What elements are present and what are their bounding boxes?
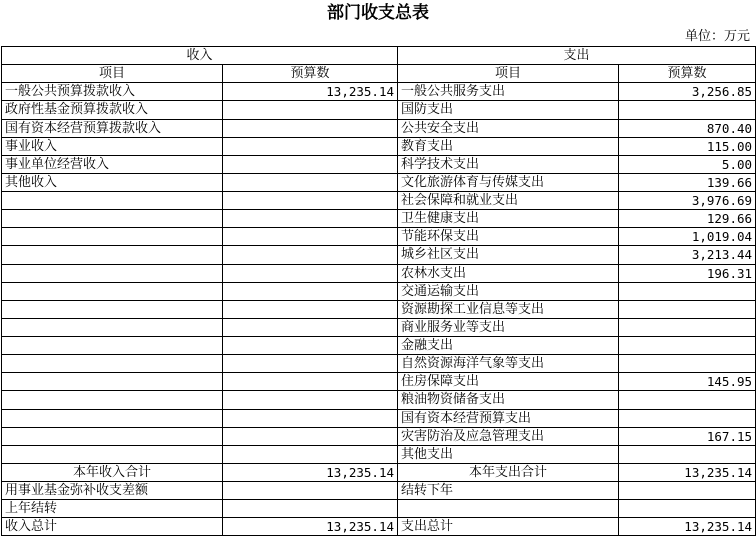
income-header: 收入	[2, 47, 398, 65]
expense-item-cell: 灾害防治及应急管理支出	[398, 427, 619, 445]
income-item-cell	[2, 373, 223, 391]
income-item-cell: 一般公共预算拨款收入	[2, 83, 223, 101]
income-item-cell	[2, 246, 223, 264]
income-item-cell	[2, 264, 223, 282]
expense-item-cell: 住房保障支出	[398, 373, 619, 391]
income-item-cell: 用事业基金弥补收支差额	[2, 482, 223, 500]
totals-row	[2, 463, 756, 481]
expense-item-cell: 自然资源海洋气象等支出	[398, 355, 619, 373]
expense-value-cell	[619, 500, 756, 518]
income-total-value: 13,235.14	[223, 518, 398, 536]
income-value-cell	[223, 173, 398, 191]
table-row	[2, 355, 756, 373]
expense-value-cell: 139.66	[619, 173, 756, 191]
income-item-cell	[2, 391, 223, 409]
expense-item-cell: 本年支出合计	[398, 463, 619, 481]
expense-value-cell: 129.66	[619, 210, 756, 228]
income-item-header: 项目	[2, 65, 223, 83]
expense-value-cell	[619, 300, 756, 318]
table-row	[2, 337, 756, 355]
expense-item-cell: 粮油物资储备支出	[398, 391, 619, 409]
income-value-cell	[223, 228, 398, 246]
expense-item-cell	[398, 500, 619, 518]
income-item-cell	[2, 445, 223, 463]
income-value-cell	[223, 119, 398, 137]
expense-item-cell: 城乡社区支出	[398, 246, 619, 264]
table-row	[2, 427, 756, 445]
income-item-cell: 上年结转	[2, 500, 223, 518]
income-value-cell	[223, 210, 398, 228]
page-title: 部门收支总表	[327, 3, 429, 23]
income-value-cell	[223, 445, 398, 463]
table-row	[2, 264, 756, 282]
table-row	[2, 300, 756, 318]
expense-total-value: 13,235.14	[619, 518, 756, 536]
income-value-cell	[223, 246, 398, 264]
income-value-cell	[223, 409, 398, 427]
income-item-cell	[2, 355, 223, 373]
expense-item-cell: 国有资本经营预算支出	[398, 409, 619, 427]
unit-label: 单位：万元	[684, 29, 750, 44]
expense-value-cell: 3,213.44	[619, 246, 756, 264]
table-row	[2, 173, 756, 191]
expense-value-cell: 145.95	[619, 373, 756, 391]
expense-value-cell: 13,235.14	[619, 463, 756, 481]
table-row	[2, 391, 756, 409]
expense-item-cell: 卫生健康支出	[398, 210, 619, 228]
income-value-cell	[223, 137, 398, 155]
expense-value-cell: 3,976.69	[619, 192, 756, 210]
income-value-cell	[223, 337, 398, 355]
income-value-cell	[223, 500, 398, 518]
expense-item-cell: 一般公共服务支出	[398, 83, 619, 101]
expense-value-cell: 5.00	[619, 155, 756, 173]
table-row	[2, 137, 756, 155]
table-row	[2, 482, 756, 500]
income-value-cell	[223, 300, 398, 318]
income-item-cell	[2, 210, 223, 228]
table-row	[2, 101, 756, 119]
table-row	[2, 373, 756, 391]
income-value-cell	[223, 264, 398, 282]
income-item-cell	[2, 427, 223, 445]
income-value-cell: 13,235.14	[223, 83, 398, 101]
column-header-row	[2, 65, 756, 83]
table-row	[2, 282, 756, 300]
table-row	[2, 445, 756, 463]
expense-total-label: 支出总计	[398, 518, 619, 536]
income-item-cell: 国有资本经营预算拨款收入	[2, 119, 223, 137]
expense-value-cell: 1,019.04	[619, 228, 756, 246]
expense-item-cell: 金融支出	[398, 337, 619, 355]
expense-header: 支出	[398, 47, 756, 65]
expense-value-cell: 870.40	[619, 119, 756, 137]
table-row	[2, 500, 756, 518]
expense-value-cell: 196.31	[619, 264, 756, 282]
table-row	[2, 119, 756, 137]
grand-total-row	[2, 518, 756, 536]
expense-value-cell	[619, 282, 756, 300]
expense-item-cell: 其他支出	[398, 445, 619, 463]
table-row	[2, 409, 756, 427]
income-item-cell	[2, 282, 223, 300]
expense-budget-header: 预算数	[619, 65, 756, 83]
income-item-cell	[2, 337, 223, 355]
expense-item-cell: 商业服务业等支出	[398, 318, 619, 336]
income-item-cell	[2, 300, 223, 318]
income-value-cell	[223, 155, 398, 173]
expense-item-header: 项目	[398, 65, 619, 83]
table-row	[2, 210, 756, 228]
income-value-cell	[223, 101, 398, 119]
expense-item-cell: 交通运输支出	[398, 282, 619, 300]
expense-value-cell	[619, 409, 756, 427]
expense-value-cell	[619, 337, 756, 355]
income-item-cell	[2, 228, 223, 246]
income-item-cell	[2, 318, 223, 336]
table-row	[2, 246, 756, 264]
expense-value-cell	[619, 482, 756, 500]
income-item-cell: 事业收入	[2, 137, 223, 155]
income-total-label: 收入总计	[2, 518, 223, 536]
income-value-cell	[223, 482, 398, 500]
table-row	[2, 228, 756, 246]
expense-value-cell: 167.15	[619, 427, 756, 445]
income-budget-header: 预算数	[223, 65, 398, 83]
income-value-cell	[223, 355, 398, 373]
income-item-cell: 本年收入合计	[2, 463, 223, 481]
table-row	[2, 192, 756, 210]
expense-value-cell: 115.00	[619, 137, 756, 155]
expense-value-cell: 3,256.85	[619, 83, 756, 101]
income-value-cell	[223, 427, 398, 445]
budget-table	[1, 46, 756, 536]
income-value-cell	[223, 282, 398, 300]
income-item-cell: 事业单位经营收入	[2, 155, 223, 173]
expense-value-cell	[619, 355, 756, 373]
income-item-cell: 其他收入	[2, 173, 223, 191]
income-value-cell	[223, 192, 398, 210]
expense-item-cell: 资源勘探工业信息等支出	[398, 300, 619, 318]
expense-item-cell: 科学技术支出	[398, 155, 619, 173]
table-row	[2, 155, 756, 173]
table-row	[2, 83, 756, 101]
income-value-cell: 13,235.14	[223, 463, 398, 481]
expense-value-cell	[619, 391, 756, 409]
section-header-row	[2, 47, 756, 65]
income-item-cell	[2, 192, 223, 210]
expense-item-cell: 节能环保支出	[398, 228, 619, 246]
expense-item-cell: 社会保障和就业支出	[398, 192, 619, 210]
income-value-cell	[223, 373, 398, 391]
expense-item-cell: 文化旅游体育与传媒支出	[398, 173, 619, 191]
expense-item-cell: 公共安全支出	[398, 119, 619, 137]
expense-value-cell	[619, 101, 756, 119]
expense-item-cell: 国防支出	[398, 101, 619, 119]
income-value-cell	[223, 318, 398, 336]
expense-value-cell	[619, 318, 756, 336]
income-item-cell: 政府性基金预算拨款收入	[2, 101, 223, 119]
income-item-cell	[2, 409, 223, 427]
table-row	[2, 318, 756, 336]
expense-value-cell	[619, 445, 756, 463]
expense-item-cell: 结转下年	[398, 482, 619, 500]
income-value-cell	[223, 391, 398, 409]
expense-item-cell: 教育支出	[398, 137, 619, 155]
expense-item-cell: 农林水支出	[398, 264, 619, 282]
